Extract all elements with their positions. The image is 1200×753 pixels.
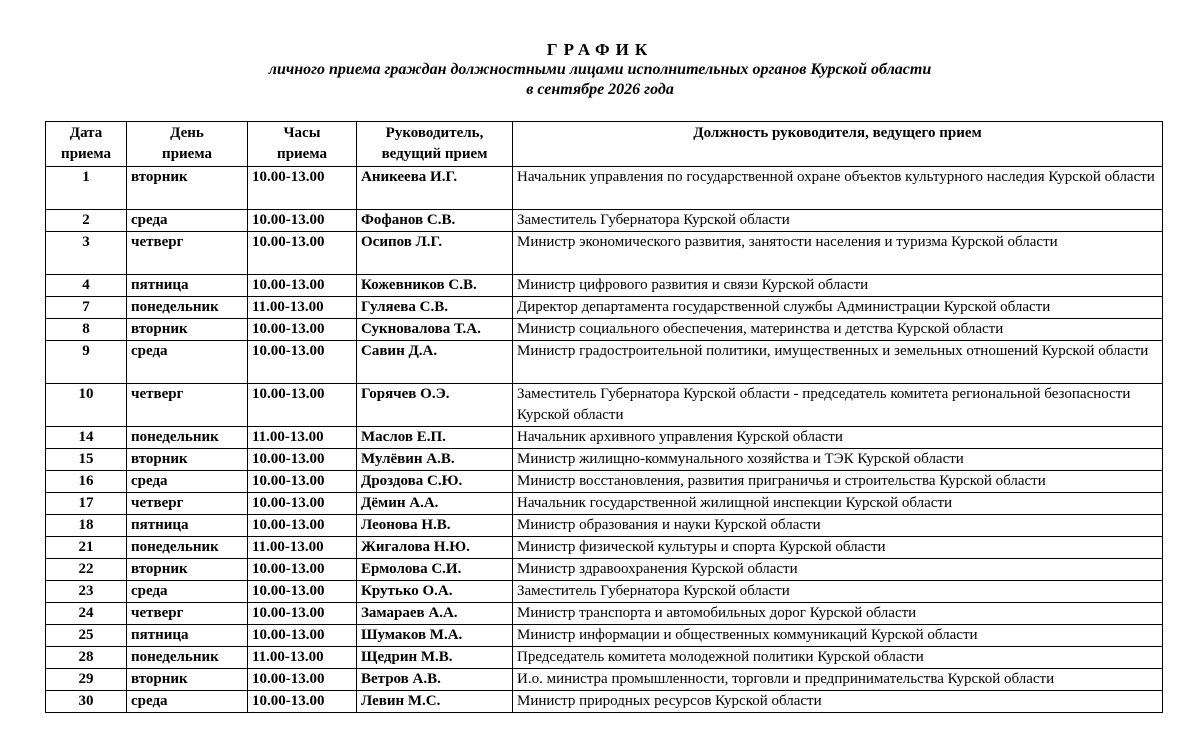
cell-date: 18 [46,515,127,537]
cell-position: Начальник управления по государственной охране объектов культурного наследия Курской области [513,167,1163,210]
table-row [46,493,1163,515]
cell-hours: 10.00-13.00 [248,625,357,647]
cell-date: 10 [46,384,127,427]
cell-hours: 11.00-13.00 [248,647,357,669]
table-row [46,625,1163,647]
cell-hours: 10.00-13.00 [248,471,357,493]
table-row [46,297,1163,319]
cell-day: пятница [127,275,248,297]
cell-position: Заместитель Губернатора Курской области [513,581,1163,603]
cell-date: 9 [46,341,127,384]
table-row [46,167,1163,210]
cell-hours: 11.00-13.00 [248,537,357,559]
cell-day: четверг [127,493,248,515]
cell-hours: 10.00-13.00 [248,691,357,713]
cell-date: 30 [46,691,127,713]
cell-position: И.о. министра промышленности, торговли и предпринимательства Курской области [513,669,1163,691]
column-header-line: Должность руководителя, ведущего прием [693,125,982,141]
cell-day: среда [127,210,248,232]
cell-day: среда [127,341,248,384]
cell-position: Министр экономического развития, занятости населения и туризма Курской области [513,232,1163,275]
cell-position: Министр транспорта и автомобильных дорог Курской области [513,603,1163,625]
table-row [46,449,1163,471]
cell-date: 1 [46,167,127,210]
cell-date: 16 [46,471,127,493]
cell-day: вторник [127,449,248,471]
cell-official-name: Леонова Н.В. [357,515,513,537]
cell-hours: 10.00-13.00 [248,210,357,232]
cell-day: понедельник [127,537,248,559]
cell-hours: 10.00-13.00 [248,341,357,384]
cell-day: четверг [127,384,248,427]
cell-date: 4 [46,275,127,297]
cell-day: вторник [127,319,248,341]
cell-official-name: Аникеева И.Г. [357,167,513,210]
cell-hours: 10.00-13.00 [248,232,357,275]
table-row [46,471,1163,493]
column-header-line: ведущий прием [381,146,488,162]
cell-position: Заместитель Губернатора Курской области [513,210,1163,232]
cell-date: 24 [46,603,127,625]
cell-official-name: Маслов Е.П. [357,427,513,449]
cell-hours: 10.00-13.00 [248,449,357,471]
column-header-official [357,122,513,167]
cell-hours: 10.00-13.00 [248,581,357,603]
document-heading [0,40,1200,100]
cell-day: четверг [127,603,248,625]
cell-position: Министр природных ресурсов Курской области [513,691,1163,713]
table-row [46,319,1163,341]
cell-hours: 10.00-13.00 [248,603,357,625]
cell-position: Министр жилищно-коммунального хозяйства и ТЭК Курской области [513,449,1163,471]
table-row [46,341,1163,384]
cell-official-name: Савин Д.А. [357,341,513,384]
cell-day: среда [127,471,248,493]
cell-day: пятница [127,515,248,537]
cell-position: Начальник государственной жилищной инспекции Курской области [513,493,1163,515]
cell-day: вторник [127,559,248,581]
cell-position: Министр социального обеспечения, материнства и детства Курской области [513,319,1163,341]
cell-hours: 10.00-13.00 [248,515,357,537]
schedule-table [45,121,1163,713]
cell-position: Министр восстановления, развития приграничья и строительства Курской области [513,471,1163,493]
cell-day: понедельник [127,297,248,319]
document-subtitle-line2: в сентябре 2026 года [526,81,674,98]
cell-hours: 10.00-13.00 [248,275,357,297]
cell-official-name: Жигалова Н.Ю. [357,537,513,559]
table-row [46,669,1163,691]
cell-position: Начальник архивного управления Курской области [513,427,1163,449]
column-header-line: Часы [283,125,321,141]
cell-official-name: Фофанов С.В. [357,210,513,232]
cell-official-name: Сукновалова Т.А. [357,319,513,341]
cell-official-name: Замараев А.А. [357,603,513,625]
cell-date: 8 [46,319,127,341]
cell-official-name: Крутько О.А. [357,581,513,603]
cell-date: 15 [46,449,127,471]
cell-position: Министр информации и общественных коммуникаций Курской области [513,625,1163,647]
cell-position: Директор департамента государственной службы Администрации Курской области [513,297,1163,319]
cell-official-name: Щедрин М.В. [357,647,513,669]
cell-date: 17 [46,493,127,515]
cell-official-name: Дёмин А.А. [357,493,513,515]
column-header-line: приема [277,146,327,162]
table-row [46,275,1163,297]
cell-hours: 10.00-13.00 [248,384,357,427]
cell-hours: 10.00-13.00 [248,493,357,515]
table-row [46,603,1163,625]
cell-date: 21 [46,537,127,559]
cell-position: Министр цифрового развития и связи Курской области [513,275,1163,297]
cell-official-name: Осипов Л.Г. [357,232,513,275]
cell-official-name: Мулёвин А.В. [357,449,513,471]
cell-position: Председатель комитета молодежной политики Курской области [513,647,1163,669]
cell-date: 14 [46,427,127,449]
cell-date: 25 [46,625,127,647]
cell-day: четверг [127,232,248,275]
cell-day: вторник [127,669,248,691]
document-title: ГРАФИК [546,40,654,59]
table-header-row [46,122,1163,167]
cell-official-name: Ермолова С.И. [357,559,513,581]
column-header-line: День [170,125,204,141]
cell-day: понедельник [127,427,248,449]
document-subtitle-line1: личного приема граждан должностными лицами исполнительных органов Курской области [268,61,932,78]
cell-official-name: Шумаков М.А. [357,625,513,647]
cell-hours: 11.00-13.00 [248,297,357,319]
cell-date: 2 [46,210,127,232]
cell-official-name: Ветров А.В. [357,669,513,691]
cell-hours: 10.00-13.00 [248,167,357,210]
cell-position: Министр физической культуры и спорта Курской области [513,537,1163,559]
cell-official-name: Дроздова С.Ю. [357,471,513,493]
cell-official-name: Кожевников С.В. [357,275,513,297]
cell-hours: 11.00-13.00 [248,427,357,449]
cell-day: пятница [127,625,248,647]
column-header-line: Дата [69,125,103,141]
table-row [46,515,1163,537]
column-header-date [46,122,127,167]
table-row [46,210,1163,232]
cell-day: среда [127,691,248,713]
table-row [46,537,1163,559]
cell-day: понедельник [127,647,248,669]
table-row [46,647,1163,669]
table-row [46,581,1163,603]
cell-official-name: Левин М.С. [357,691,513,713]
table-row [46,559,1163,581]
cell-day: вторник [127,167,248,210]
cell-date: 7 [46,297,127,319]
cell-position: Министр здравоохранения Курской области [513,559,1163,581]
table-row [46,691,1163,713]
cell-hours: 10.00-13.00 [248,559,357,581]
column-header-day [127,122,248,167]
table-body [46,167,1163,713]
cell-date: 29 [46,669,127,691]
cell-date: 28 [46,647,127,669]
cell-position: Заместитель Губернатора Курской области - председатель комитета региональной безопасности Курской области [513,384,1163,427]
cell-position: Министр градостроительной политики, имущественных и земельных отношений Курской области [513,341,1163,384]
column-header-position [513,122,1163,167]
table-row [46,427,1163,449]
column-header-hours [248,122,357,167]
column-header-line: Руководитель, [385,125,484,141]
cell-hours: 10.00-13.00 [248,669,357,691]
table-row [46,232,1163,275]
cell-position: Министр образования и науки Курской области [513,515,1163,537]
cell-hours: 10.00-13.00 [248,319,357,341]
cell-date: 23 [46,581,127,603]
column-header-line: приема [162,146,212,162]
cell-date: 22 [46,559,127,581]
cell-date: 3 [46,232,127,275]
cell-official-name: Гуляева С.В. [357,297,513,319]
cell-official-name: Горячев О.Э. [357,384,513,427]
cell-day: среда [127,581,248,603]
column-header-line: приема [61,146,111,162]
table-row [46,384,1163,427]
